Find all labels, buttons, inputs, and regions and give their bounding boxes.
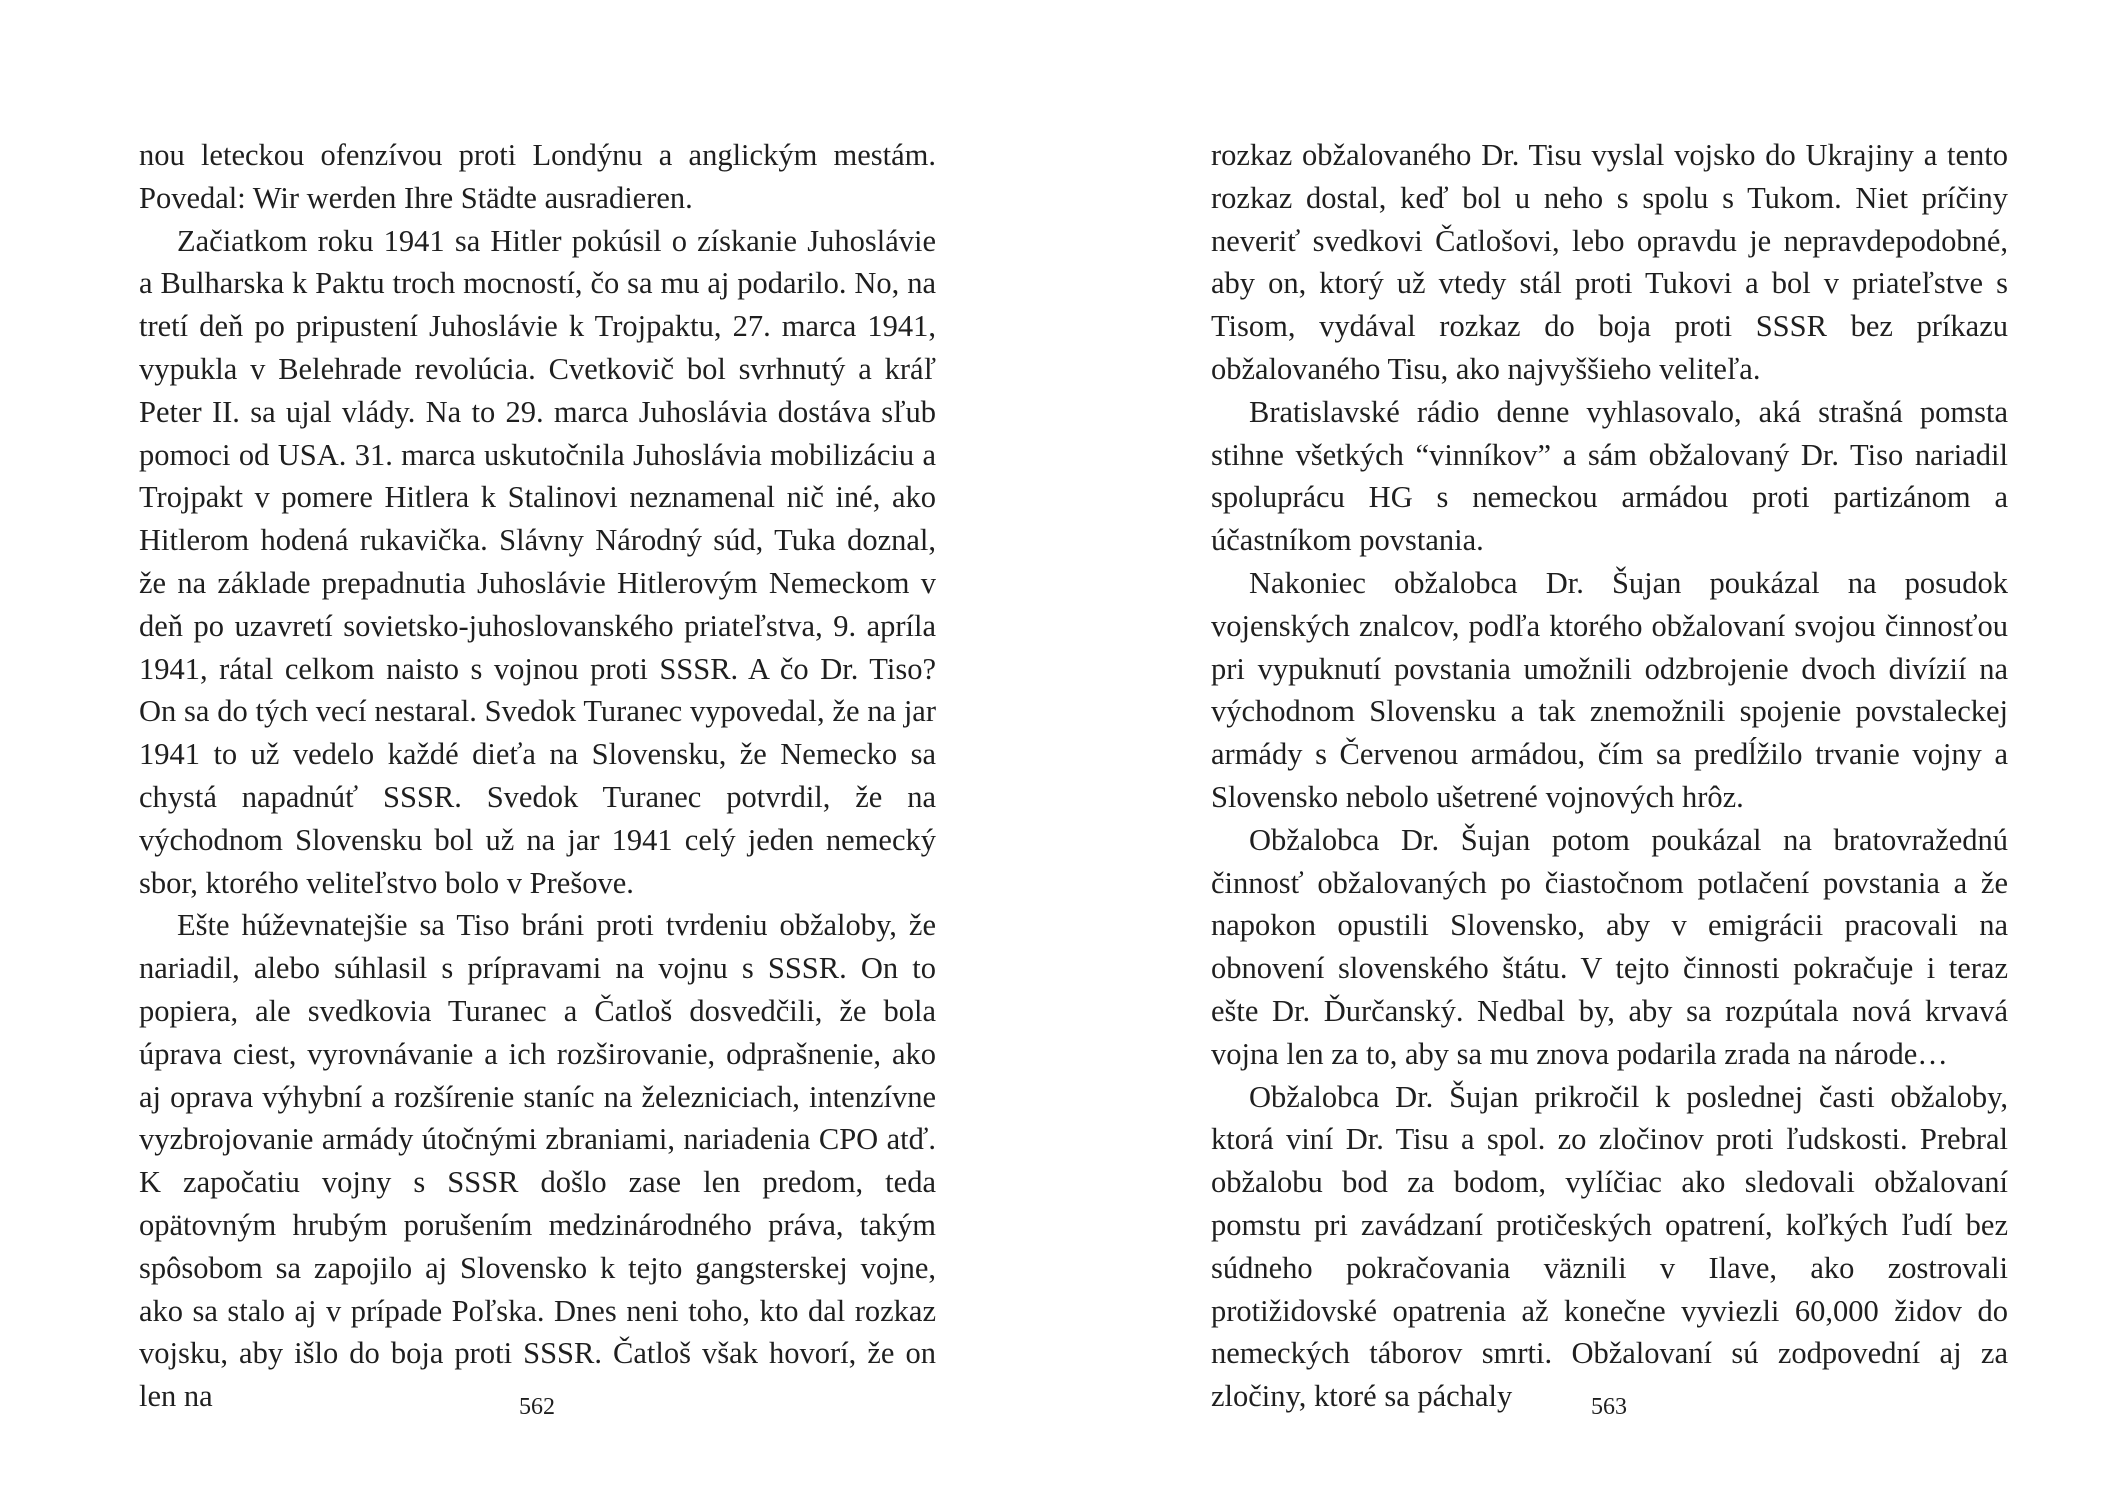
right-page-text <box>1211 134 2008 1418</box>
page-number: 563 <box>1591 1394 1627 1420</box>
left-page-text <box>139 134 936 1418</box>
paragraph: rozkaz obžalovaného Dr. Tisu vyslal vojsko do Ukrajiny a tento rozkaz dostal, keď bol u neho s spolu s Tukom. Niet príčiny neveriť svedkovi Čatlošovi, lebo opravdu je nepravdepodobné, aby on, ktorý už vtedy stál proti Tukovi a bol v priateľstve s Tisom, vydával rozkaz do boja proti SSSR bez príkazu obžalovaného Tisu, ako najvyššieho veliteľa. <box>1211 138 2008 386</box>
paragraph: Ešte húževnatejšie sa Tiso bráni proti tvrdeniu obžaloby, že nariadil, alebo súhlasil s prípravami na vojnu s SSSR. On to popiera, ale svedkovia Turanec a Čatloš dosvedčili, že bola úprava ciest, vyrovnávanie a ich rozširovanie, odprašnenie, ako aj oprava výhybní a rozšírenie staníc na železniciach, intenzívne vyzbrojovanie armády útočnými zbraniami, nariadenia CPO atď. K započatiu vojny s SSSR došlo zase len predom, teda opätovným hrubým porušením medzinárodného práva, takým spôsobom sa zapojilo aj Slovensko k tejto gangsterskej vojne, ako sa stalo aj v prípade Poľska. Dnes neni toho, kto dal rozkaz vojsku, aby išlo do boja proti SSSR. Čatloš však hovorí, že on len na <box>139 908 936 1414</box>
paragraph: Nakoniec obžalobca Dr. Šujan poukázal na posudok vojenských znalcov, podľa ktorého obžalovaní svojou činnosťou pri vypuknutí povstania umožnili odzbrojenie dvoch divízií na východnom Slovensku a tak znemožnili spojenie povstaleckej armády s Červenou armádou, čím sa predĺžilo trvanie vojny a Slovensko nebolo ušetrené vojnových hrôz. <box>1211 565 2008 814</box>
paragraph: nou leteckou ofenzívou proti Londýnu a anglickým mestám. Povedal: Wir werden Ihre Städte ausradieren. <box>139 138 936 215</box>
paragraph: Obžalobca Dr. Šujan prikročil k poslednej časti obžaloby, ktorá viní Dr. Tisu a spol. zo zločinov proti ľudskosti. Prebral obžalobu bod za bodom, vylíčiac ako sledovali obžalovaní pomstu pri zavádzaní protičeských opatrení, koľkých ľudí bez súdneho pokračovania väznili v Ilave, ako zostrovali protižidovské opatrenia až konečne vyviezli 60,000 židov do nemeckých táborov smrti. Obžalovaní sú zodpovední aj za zločiny, ktoré sa páchaly <box>1211 1079 2008 1414</box>
paragraph: Obžalobca Dr. Šujan potom poukázal na bratovražednú činnosť obžalovaných po čiastočnom potlačení povstania a že napokon opustili Slovensko, aby v emigrácii pracovali na obnovení slovenského štátu. V tejto činnosti pokračuje i teraz ešte Dr. Ďurčanský. Nedbal by, aby sa rozpútala nová krvavá vojna len za to, aby sa mu znova podarila zrada na národe… <box>1211 822 2008 1071</box>
paragraph: Bratislavské rádio denne vyhlasovalo, aká strašná pomsta stihne všetkých “vinníkov” a sám obžalovaný Dr. Tiso nariadil spoluprácu HG s nemeckou armádou proti partizánom a účastníkom povstania. <box>1211 394 2008 558</box>
paragraph: Začiatkom roku 1941 sa Hitler pokúsil o získanie Juhoslávie a Bulharska k Paktu troch mocností, čo sa mu aj podarilo. No, na tretí deň po pripustení Juhoslávie k Trojpaktu, 27. marca 1941, vypukla v Belehrade revolúcia. Cvetkovič bol svrhnutý a kráľ Peter II. sa ujal vlády. Na to 29. marca Juhoslávia dostáva sľub pomoci od USA. 31. marca uskutočnila Juhoslávia mobilizáciu a Trojpakt v pomere Hitlera k Stalinovi neznamenal nič iné, ako Hitlerom hodená rukavička. Slávny Národný súd, Tuka doznal, že na základe prepadnutia Juhoslávie Hitlerovým Nemeckom v deň po uzavretí sovietsko-juhoslovanského priateľstva, 9. apríla 1941, rátal celkom naisto s vojnou proti SSSR. A čo Dr. Tiso? On sa do tých vecí nestaral. Svedok Turanec vypovedal, že na jar 1941 to už vedelo každé dieťa na Slovensku, že Nemecko sa chystá napadnúť SSSR. Svedok Turanec potvrdil, že na východnom Slovensku bol už na jar 1941 celý jeden nemecký sbor, ktorého veliteľstvo bolo v Prešove. <box>139 223 936 900</box>
page-number: 562 <box>519 1394 555 1420</box>
right-page <box>1059 0 2118 1500</box>
